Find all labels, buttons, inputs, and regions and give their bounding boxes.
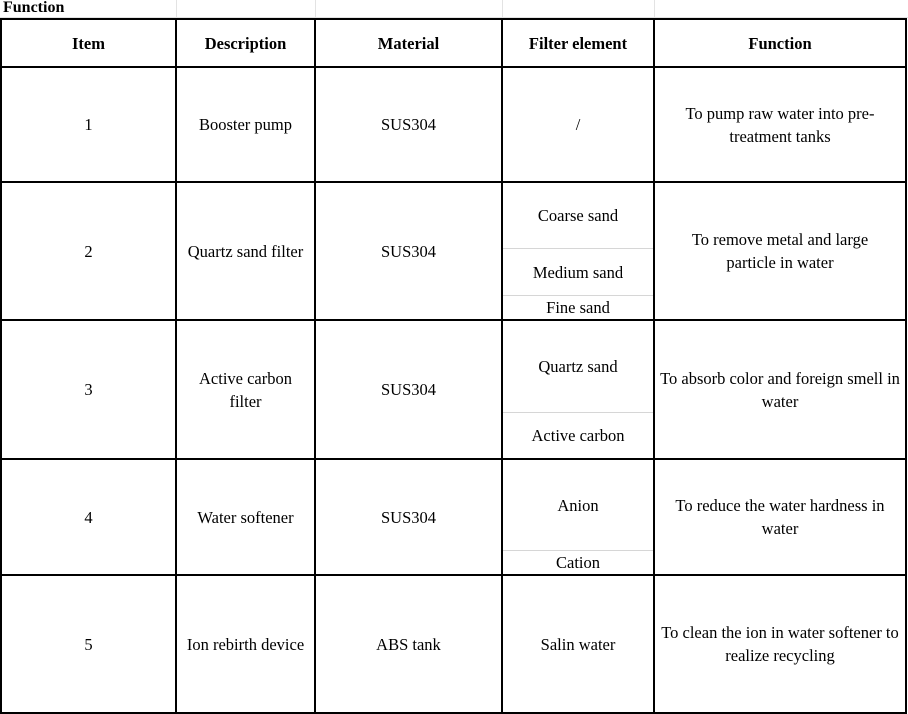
row-3-description: Active carbon filter xyxy=(199,368,292,411)
row-3-item: 3 xyxy=(84,380,93,399)
row-5-material: ABS tank xyxy=(376,634,441,654)
row-1-description: Booster pump xyxy=(198,115,293,134)
header-material: Material xyxy=(377,33,440,53)
row-5-item: 5 xyxy=(84,634,93,654)
row-3-filter-1: Quartz sand xyxy=(538,357,618,376)
gridline xyxy=(502,0,503,18)
row-2-description: Quartz sand filter xyxy=(187,241,304,261)
gridline xyxy=(315,0,316,18)
row-2-item: 2 xyxy=(84,241,93,261)
row-4-item: 4 xyxy=(84,507,93,527)
row-3-material: SUS304 xyxy=(380,380,437,399)
gridline xyxy=(176,0,177,18)
row-5-filter: Salin water xyxy=(540,634,616,654)
row-4-filter-1: Anion xyxy=(557,495,599,515)
row-5-function: To clean the ion in water softener to realize recycling xyxy=(661,623,899,665)
header-function: Function xyxy=(748,33,812,53)
row-3-filter-2: Active carbon xyxy=(531,426,625,445)
row-1-function: To pump raw water into pre-treatment tanks xyxy=(685,103,875,146)
row-3-function: To absorb color and foreign smell in water xyxy=(660,368,900,411)
row-2-function: To remove metal and large particle in water xyxy=(691,230,869,272)
row-1-material: SUS304 xyxy=(380,115,437,134)
row-4-material: SUS304 xyxy=(380,507,437,527)
row-5-description: Ion rebirth device xyxy=(186,634,305,654)
row-2-material: SUS304 xyxy=(380,241,437,261)
header-item: Item xyxy=(72,33,105,53)
header-description: Description xyxy=(204,33,287,53)
row-1-filter: / xyxy=(575,115,581,134)
table-border xyxy=(905,18,907,714)
row-2-filter-2: Medium sand xyxy=(532,262,624,282)
row-4-description: Water softener xyxy=(197,507,294,527)
header-filter-element: Filter element xyxy=(528,33,628,53)
row-1-item: 1 xyxy=(84,115,93,134)
gridline xyxy=(654,0,655,18)
row-4-filter-2: Cation xyxy=(556,553,600,572)
sheet-title: Function xyxy=(3,0,65,16)
row-2-filter-3: Fine sand xyxy=(546,298,610,317)
row-4-function: To reduce the water hardness in water xyxy=(675,496,885,538)
row-2-filter-1: Coarse sand xyxy=(537,206,619,225)
